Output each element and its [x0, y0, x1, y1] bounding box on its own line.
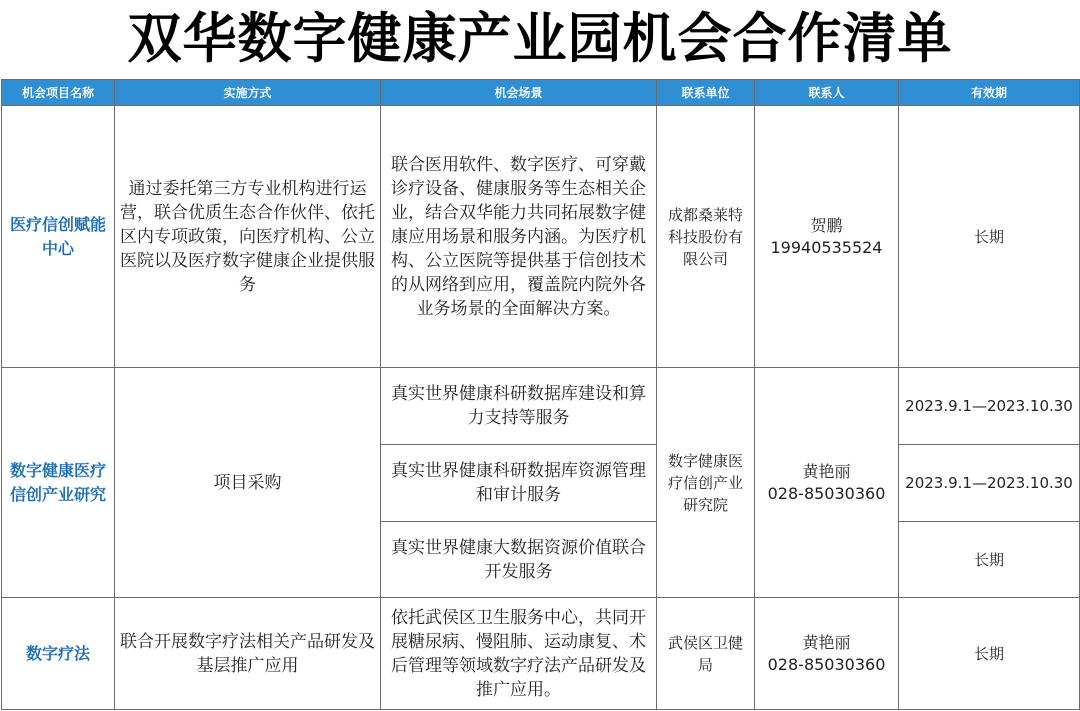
opportunity-scene: 依托武侯区卫生服务中心，共同开展糖尿病、慢阻肺、运动康复、术后管理等领域数字疗法产品研发及推广应用。: [381, 598, 657, 710]
contact-person: [755, 368, 899, 598]
project-name: 数字疗法: [2, 598, 115, 710]
contact-phone: 19940535524: [770, 237, 883, 257]
column-header-contact: 联系人: [755, 80, 899, 106]
validity-period: 长期: [899, 598, 1080, 710]
implementation-method: 通过委托第三方专业机构进行运营，联合优质生态合作伙伴、依托区内专项政策，向医疗机构、公立医院以及医疗数字健康企业提供服务: [115, 106, 381, 368]
column-header-scene: 机会场景: [381, 80, 657, 106]
contact-unit: 武侯区卫健局: [657, 598, 755, 710]
contact-person: [755, 106, 899, 368]
column-header-validity: 有效期: [899, 80, 1080, 106]
opportunity-table: [1, 79, 1080, 710]
opportunity-scene: 真实世界健康科研数据库建设和算力支持等服务: [381, 368, 657, 445]
opportunity-scene: 真实世界健康科研数据库资源管理和审计服务: [381, 445, 657, 522]
opportunity-scene: 联合医用软件、数字医疗、可穿戴诊疗设备、健康服务等生态相关企业，结合双华能力共同拓展数字健康应用场景和服务内涵。为医疗机构、公立医院等提供基于信创技术的从网络到应用，覆盖院内院外各业务场景的全面解决方案。: [381, 106, 657, 368]
table-header-row: [2, 80, 1080, 106]
table-row: [2, 106, 1080, 368]
validity-period: 长期: [899, 106, 1080, 368]
column-header-unit: 联系单位: [657, 80, 755, 106]
table-row: [2, 598, 1080, 710]
project-name: 医疗信创赋能中心: [2, 106, 115, 368]
contact-unit: 成都桑莱特科技股份有限公司: [657, 106, 755, 368]
opportunity-scene: 真实世界健康大数据资源价值联合开发服务: [381, 522, 657, 598]
implementation-method: 联合开展数字疗法相关产品研发及基层推广应用: [115, 598, 381, 710]
contact-phone: 028-85030360: [767, 654, 886, 674]
table-row: [2, 368, 1080, 445]
validity-period: 2023.9.1—2023.10.30: [899, 368, 1080, 445]
contact-unit: 数字健康医疗信创产业研究院: [657, 368, 755, 598]
column-header-project-name: 机会项目名称: [2, 80, 115, 106]
project-name: 数字健康医疗信创产业研究: [2, 368, 115, 598]
validity-period: 2023.9.1—2023.10.30: [899, 445, 1080, 522]
contact-person: [755, 598, 899, 710]
column-header-method: 实施方式: [115, 80, 381, 106]
page-title: 双华数字健康产业园机会合作清单: [127, 7, 953, 70]
contact-name: 贺鹏: [810, 215, 843, 235]
contact-name: 黄艳丽: [802, 632, 851, 652]
contact-phone: 028-85030360: [767, 483, 886, 503]
contact-name: 黄艳丽: [802, 461, 851, 481]
validity-period: 长期: [899, 522, 1080, 598]
implementation-method: 项目采购: [115, 368, 381, 598]
